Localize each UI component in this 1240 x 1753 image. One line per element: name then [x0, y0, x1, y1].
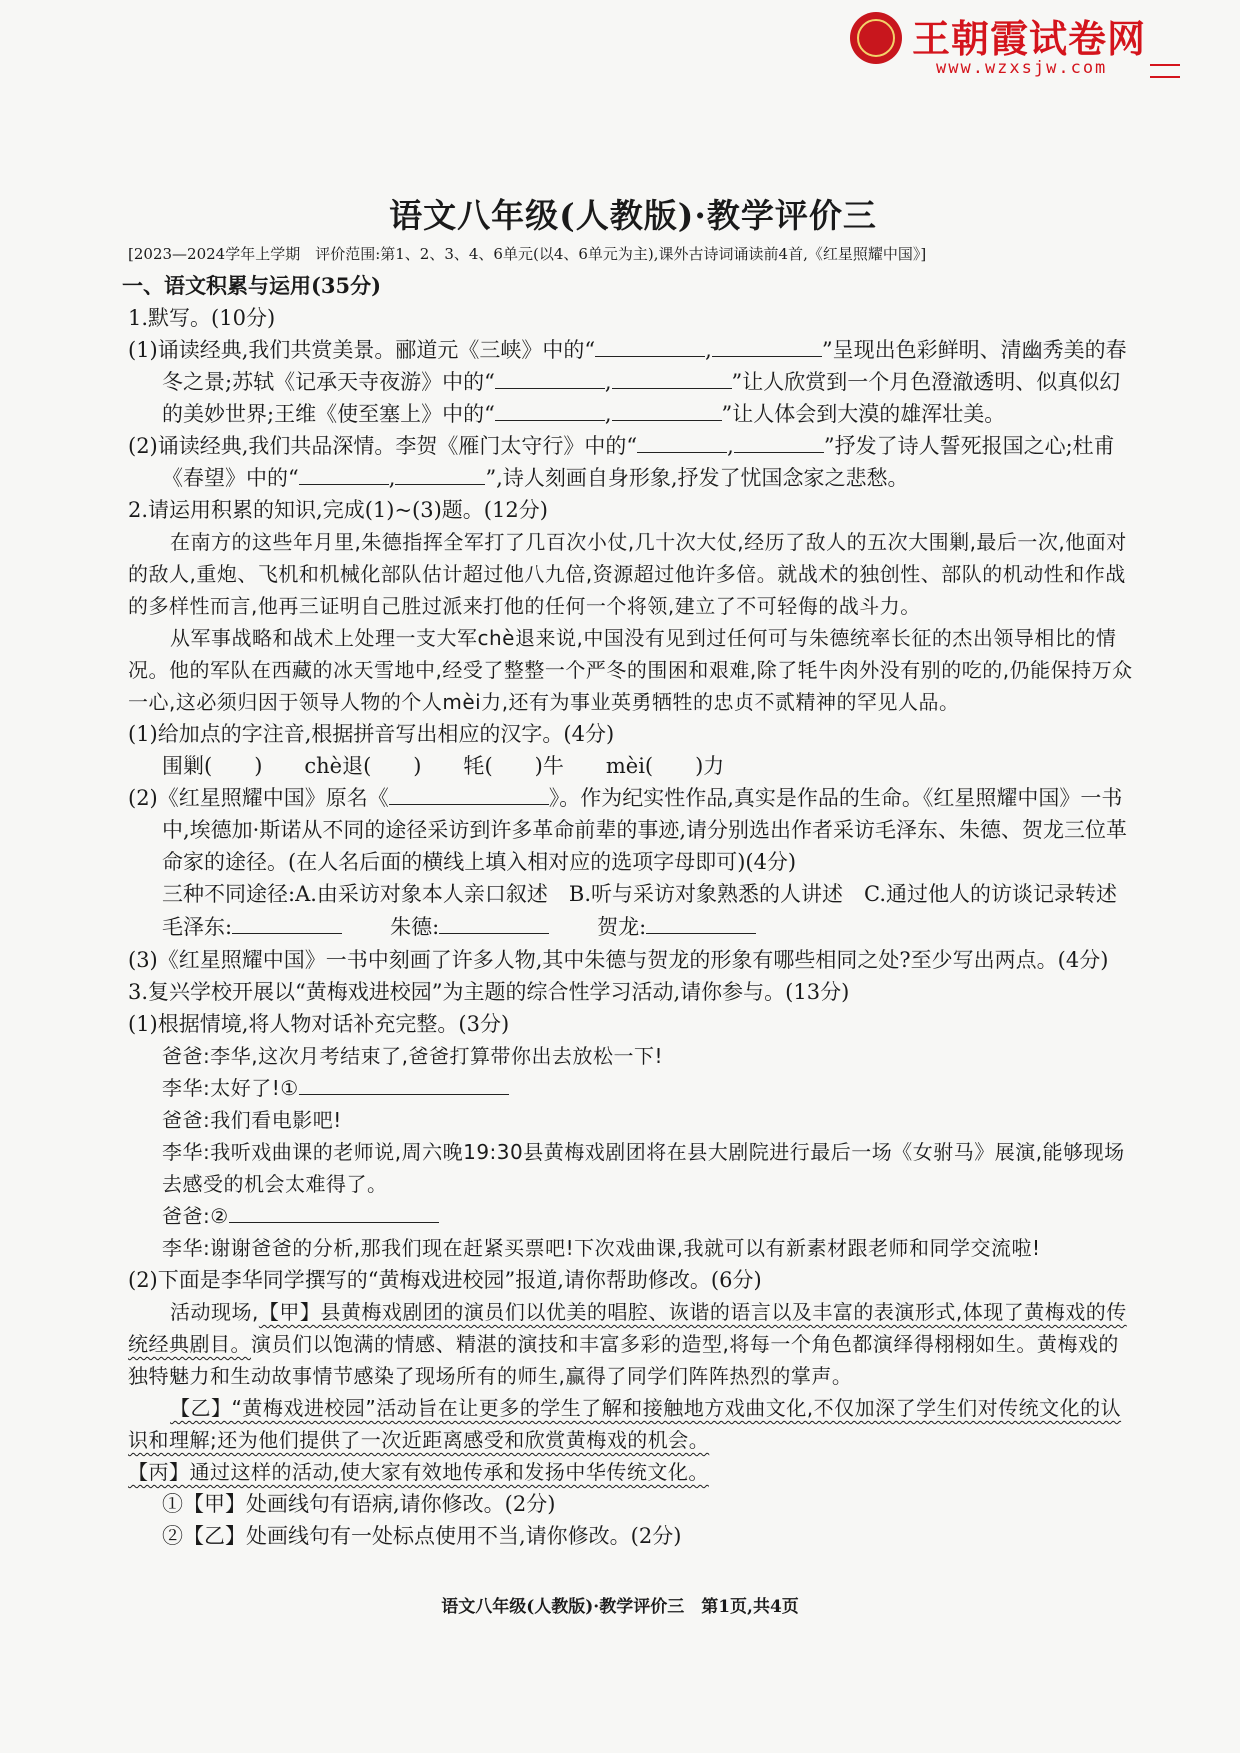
question-1-part-1: (1)诵读经典,我们共赏美景。郦道元《三峡》中的“ , ”呈现出色彩鲜明、清幽秀美的春冬之景;苏轼《记承天寺夜游》中的“ , ”让人欣赏到一个月色澄澈透明、似真似幻的美妙世界;王维《使至塞上》中的“ , ”让人体会到大漠的雄浑壮美。 [128, 334, 1138, 430]
revision-task-2: ②【乙】处画线句有一处标点使用不当,请你修改。(2分) [162, 1524, 682, 1548]
route-options: 三种不同途径:A.由采访对象本人亲口叙述 B.听与采访对象熟悉的人讲述 C.通过他人的访谈记录转述 [162, 882, 1118, 906]
brand-name: 王朝霞试卷网 [912, 17, 1147, 61]
reading-passage-1: 在南方的这些年月里,朱德指挥全军打了几百次小仗,几十次大仗,经历了敌人的五次大围剿,最后一次,他面对的敌人,重炮、飞机和机械化部队估计超过他八九倍,资源超过他许多倍。就战术的独创性、部队的机动性和作战的多样性而言,他再三证明自己胜过派来打他的任何一个将领,建立了不可轻侮的战斗力。 [128, 530, 1127, 618]
dialogue-line: 爸爸:李华,这次月考结束了,爸爸打算带你出去放松一下! [162, 1044, 663, 1068]
name-blanks-row [128, 910, 1138, 944]
answer-blank[interactable] [439, 911, 549, 934]
brand-seal-icon [850, 12, 902, 64]
report-paragraph-3: 【丙】通过这样的活动,使大家有效地传承和发扬中华传统文化。 [128, 1460, 709, 1484]
exam-page [122, 190, 1138, 1552]
question-1-part-2: (2)诵读经典,我们共品深情。李贺《雁门太守行》中的“ , ”抒发了诗人誓死报国之心;杜甫《春望》中的“ , ”,诗人刻画自身形象,抒发了忧国念家之悲愁。 [128, 430, 1138, 494]
dialogue-line: 李华:我听戏曲课的老师说,周六晚19:30县黄梅戏剧团将在县大剧院进行最后一场《女驸马》展演,能够现场去感受的机会太难得了。 [162, 1140, 1125, 1196]
answer-blank[interactable] [232, 911, 342, 934]
answer-blank[interactable] [612, 398, 722, 421]
reading-passage-2: 从军事战略和战术上处理一支大军chè退来说,中国没有见到过任何可与朱德统率长征的杰出领导相比的情况。他的军队在西藏的冰天雪地中,经受了整整一个严冬的围困和艰难,除了牦牛肉外没有别的吃的,仍能保持万众一心,这必须归因于领导人物的个人mèi力,还有为事业英勇牺牲的忠贞不贰精神的罕见人品。 [128, 626, 1133, 714]
dialogue-line: 李华:谢谢爸爸的分析,那我们现在赶紧买票吧!下次戏曲课,我就可以有新素材跟老师和同学交流啦! [162, 1236, 1041, 1260]
question-1-head: 1.默写。(10分) [128, 306, 276, 330]
question-2-head: 2.请运用积累的知识,完成(1)~(3)题。(12分) [128, 498, 548, 522]
answer-blank[interactable] [229, 1200, 439, 1223]
page-title: 语文八年级(人教版)·教学评价三 [389, 196, 877, 235]
answer-blank[interactable] [389, 782, 549, 805]
brand-logo [850, 8, 1180, 83]
answer-blank[interactable] [299, 462, 389, 485]
answer-blank[interactable] [495, 366, 605, 389]
dialogue-line: 爸爸:② [128, 1200, 1138, 1232]
answer-blank[interactable] [637, 430, 727, 453]
question-2-sub-2: (2)《红星照耀中国》原名《 》。作为纪实性作品,真实是作品的生命。《红星照耀中国》一书中,埃德加·斯诺从不同的途径采访到许多革命前辈的事迹,请分别选出作者采访毛泽东、朱德、贺龙三位革命家的途径。(在人名后面的横线上填入相对应的选项字母即可)(4分) [128, 782, 1138, 878]
dialogue-line: 李华:太好了!① [128, 1072, 1138, 1104]
page-footer: 语文八年级(人教版)·教学评价三 第1页,共4页 [441, 1597, 799, 1617]
answer-blank[interactable] [395, 462, 485, 485]
report-paragraph-2: 【乙】“黄梅戏进校园”活动旨在让更多的学生了解和接触地方戏曲文化,不仅加深了学生们对传统文化的认识和理解;还为他们提供了一次近距离感受和欣赏黄梅戏的机会。 [128, 1396, 1122, 1452]
question-3-sub-2: (2)下面是李华同学撰写的“黄梅戏进校园”报道,请你帮助修改。(6分) [128, 1268, 762, 1292]
question-2-sub-1: (1)给加点的字注音,根据拼音写出相应的汉字。(4分) [128, 722, 615, 746]
answer-blank[interactable] [299, 1072, 509, 1095]
answer-blank[interactable] [612, 366, 732, 389]
brand-url: www.wzxsjw.com [936, 58, 1108, 78]
question-3-sub-1: (1)根据情境,将人物对话补充完整。(3分) [128, 1012, 510, 1036]
name-zhu: 朱德: [390, 910, 549, 944]
name-he: 贺龙: [597, 910, 756, 944]
answer-blank[interactable] [646, 911, 756, 934]
revision-task-1: ①【甲】处画线句有语病,请你修改。(2分) [162, 1492, 556, 1516]
question-2-sub-3: (3)《红星照耀中国》一书中刻画了许多人物,其中朱德与贺龙的形象有哪些相同之处?至少写出两点。(4分) [128, 948, 1109, 972]
question-3-head: 3.复兴学校开展以“黄梅戏进校园”为主题的综合性学习活动,请你参与。(13分) [128, 980, 850, 1004]
section-heading: 一、语文积累与运用(35分) [122, 273, 382, 298]
url-decoration [1150, 64, 1180, 78]
pinyin-items: 围剿( ) chè退( ) 牦( )牛 mèi( )力 [162, 754, 725, 778]
answer-blank[interactable] [712, 334, 822, 357]
name-mao: 毛泽东: [162, 910, 342, 944]
exam-scope: [2023—2024学年上学期 评价范围:第1、2、3、4、6单元(以4、6单元为主),课外古诗词诵读前4首,《红星照耀中国》] [128, 245, 927, 263]
answer-blank[interactable] [495, 398, 605, 421]
answer-blank[interactable] [734, 430, 824, 453]
report-paragraph-1: 活动现场,【甲】县黄梅戏剧团的演员们以优美的唱腔、诙谐的语言以及丰富的表演形式,体现了黄梅戏的传统经典剧目。演员们以饱满的情感、精湛的演技和丰富多彩的造型,将每一个角色都演绎得栩栩如生。黄梅戏的独特魅力和生动故事情节感染了现场所有的师生,赢得了同学们阵阵热烈的掌声。 [128, 1300, 1127, 1388]
answer-blank[interactable] [595, 334, 705, 357]
dialogue-line: 爸爸:我们看电影吧! [162, 1108, 342, 1132]
